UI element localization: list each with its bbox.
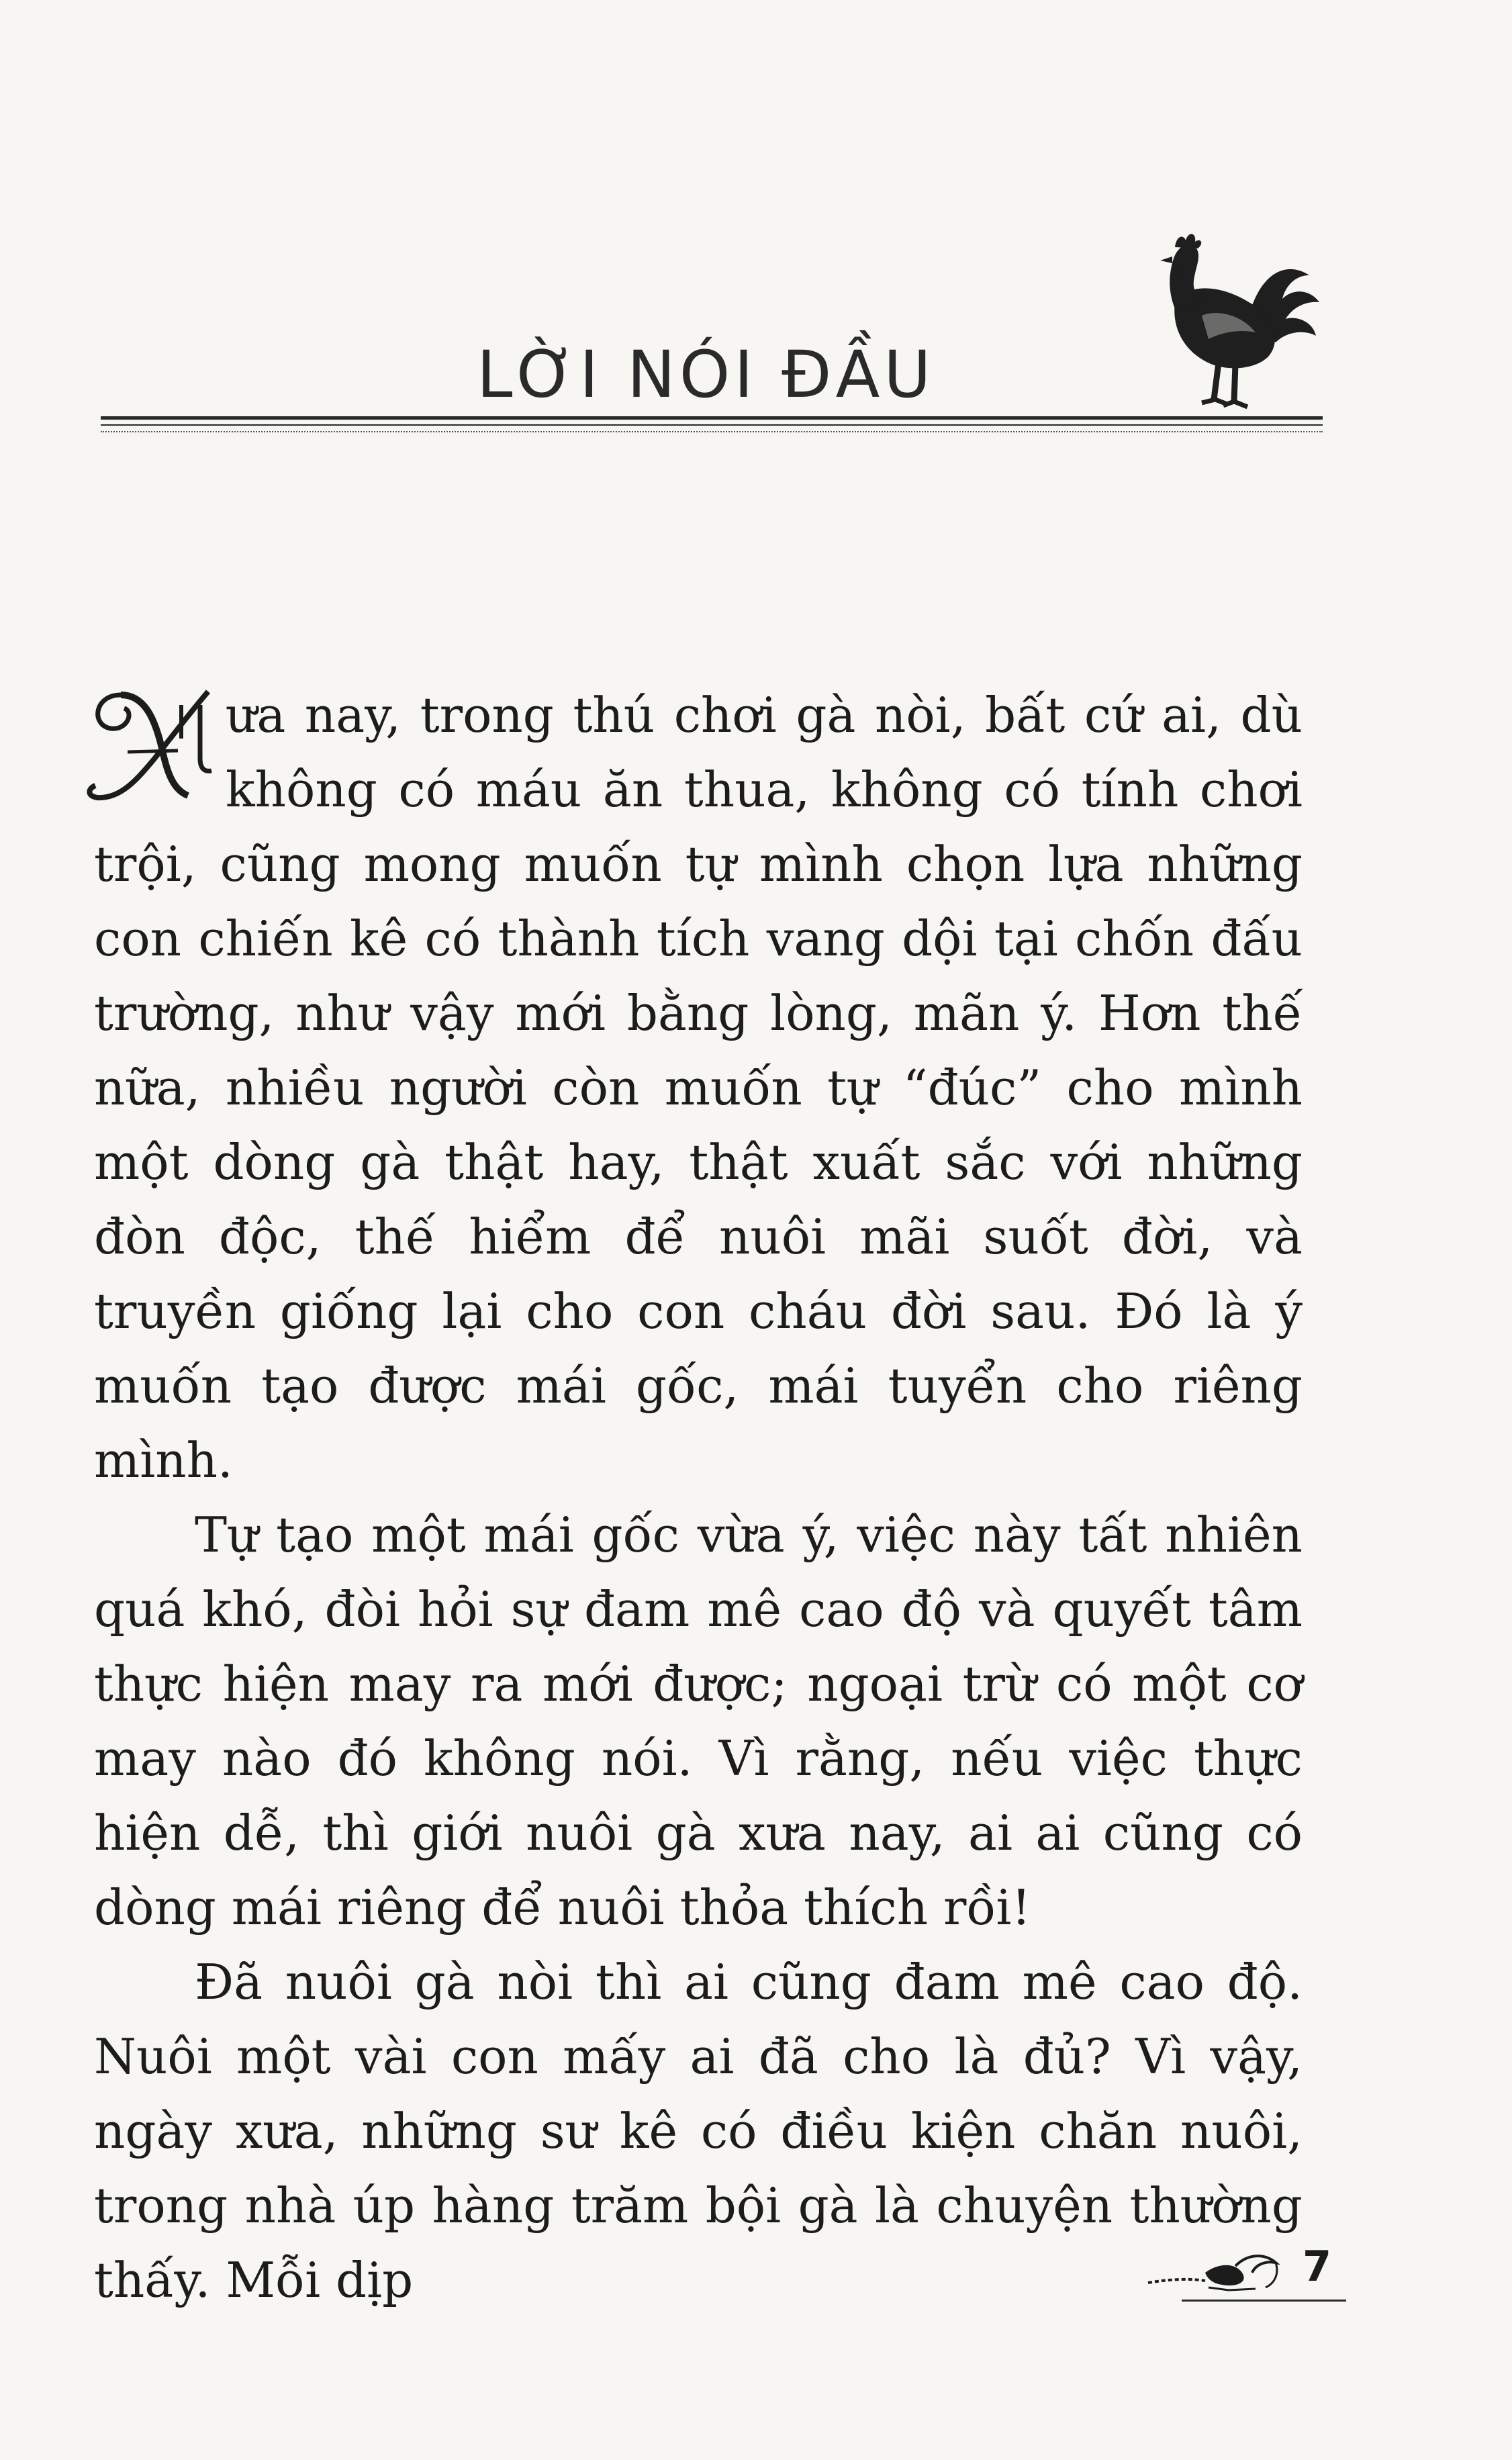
title-rule-thin <box>101 424 1323 426</box>
footer-flourish-icon <box>1141 2246 1296 2300</box>
drop-cap-x-icon <box>81 678 222 819</box>
chapter-title: LỜI NÓI ĐẦU <box>477 337 935 412</box>
page-footer <box>1141 2239 1343 2313</box>
paragraph-1 <box>94 678 1303 1498</box>
page-number: 7 <box>1303 2242 1332 2291</box>
paragraph-3: Đã nuôi gà nòi thì ai cũng đam mê cao độ. Nuôi một vài con mấy ai đã cho là đủ? Vì vậy, ngày xưa, những sư kê có điều kiện chăn nuôi, trong nhà úp hàng trăm bội gà là chuyện thường thấy. Mỗi dịp <box>94 1954 1303 2308</box>
title-rule-dotted <box>101 431 1323 432</box>
body-text <box>94 678 1303 2318</box>
footer-rule <box>1182 2300 1346 2302</box>
paragraph-2: Tự tạo một mái gốc vừa ý, việc này tất nhiên quá khó, đòi hỏi sự đam mê cao độ và quyết tâm thực hiện may ra mới được; ngoại trừ có một cơ may nào đó không nói. Vì rằng, nếu việc thực hiện dễ, thì giới nuôi gà xưa nay, ai ai cũng có dòng mái riêng để nuôi thỏa thích rồi! <box>94 1507 1303 1936</box>
title-rule <box>101 416 1323 420</box>
paragraph-text: ưa nay, trong thú chơi gà nòi, bất cứ ai, dù không có máu ăn thua, không có tính chơi trội, cũng mong muốn tự mình chọn lựa những con chiến kê có thành tích vang dội tại chốn đấu trường, như vậy mới bằng lòng, mãn ý. Hơn thế nữa, nhiều người còn muốn tự “đúc” cho mình một dòng gà thật hay, thật xuất sắc với những đòn độc, thế hiểm để nuôi mãi suốt đời, và truyền giống lại cho con cháu đời sau. Đó là ý muốn tạo được mái gốc, mái tuyển cho riêng mình. <box>94 687 1303 1488</box>
chapter-heading <box>101 181 1323 463</box>
rooster-icon <box>1148 222 1323 423</box>
